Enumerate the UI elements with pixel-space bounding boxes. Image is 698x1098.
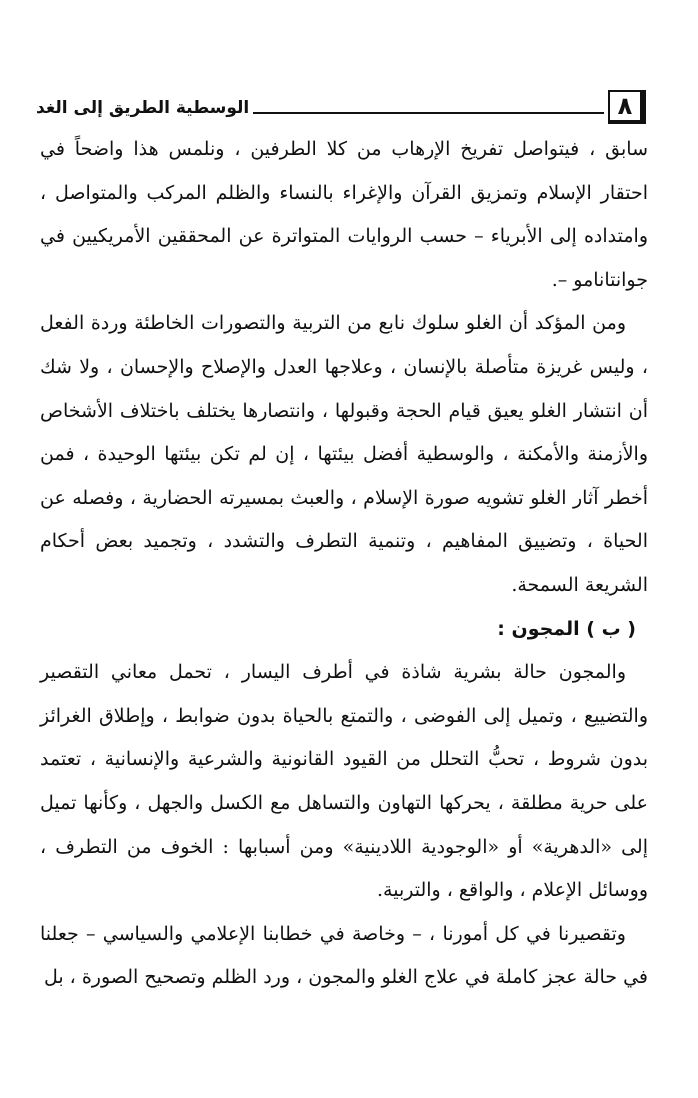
paragraph-3: والمجون حالة بشرية شاذة في أطرف اليسار ، تحمل معاني التقصير والتضييع ، وتميل إلى الفوضى ، والتمتع بالحياة بدون ضوابط ، وإطلاق الغرائز بدون شروط ، تحبُّ التحلل من القيود القانونية والشرعية والإنسانية ، تعتمد على حرية مطلقة ، يحركها التهاون والتساهل مع الكسل والجهل ، وكأنها تميل إلى «الدهرية» أو «الوجودية اللادينية» ومن أسبابها : الخوف من التطرف ، ووسائل الإعلام ، والواقع ، والتربية. [40,661,649,902]
paragraph-2: ومن المؤكد أن الغلو سلوك نابع من التربية والتصورات الخاطئة وردة الفعل ، وليس غريزة متأصلة بالإنسان ، وعلاجها العدل والإصلاح والإحسان ، ولا شك أن انتشار الغلو يعيق قيام الحجة وقبولها ، وانتصارها يختلف باختلاف الأشخاص والأزمنة والأمكنة ، والوسطية أفضل بيئتها ، إن لم تكن بيئتها الوحيدة ، فمن أخطر آثار الغلو تشويه صورة الإسلام ، والعبث بمسيرته الحضارية ، وفصله عن الحياة ، وتضييق المفاهيم ، وتنمية التطرف والتشدد ، وتجميد بعض أحكام الشريعة السمحة. [40,312,648,596]
page-header [36,84,646,124]
paragraph-1: سابق ، فيتواصل تفريخ الإرهاب من كلا الطرفين ، ونلمس هذا واضحاً في احتقار الإسلام وتمزيق القرآن والإغراء بالنساء والظلم المركب والمتواصل ، وامتداده إلى الأبرياء – حسب الروايات المتواترة عن المحققين الأمريكيين في جوانتانامو –. [40,138,648,291]
subheading-text: ( ب ) المجون : [497,617,636,640]
page-number: ٨ [608,90,646,124]
body-text [40,128,648,1000]
paragraph-4: وتقصيرنا في كل أمورنا ، – وخاصة في خطابنا الإعلامي والسياسي – جعلنا في حالة عجز كاملة في علاج الغلو والمجون ، ورد الظلم وتصحيح الصورة ، بل [40,922,648,989]
header-rule [253,112,604,114]
section-subheading [40,608,648,652]
running-title: الوسطية الطريق إلى الغد [36,98,250,118]
